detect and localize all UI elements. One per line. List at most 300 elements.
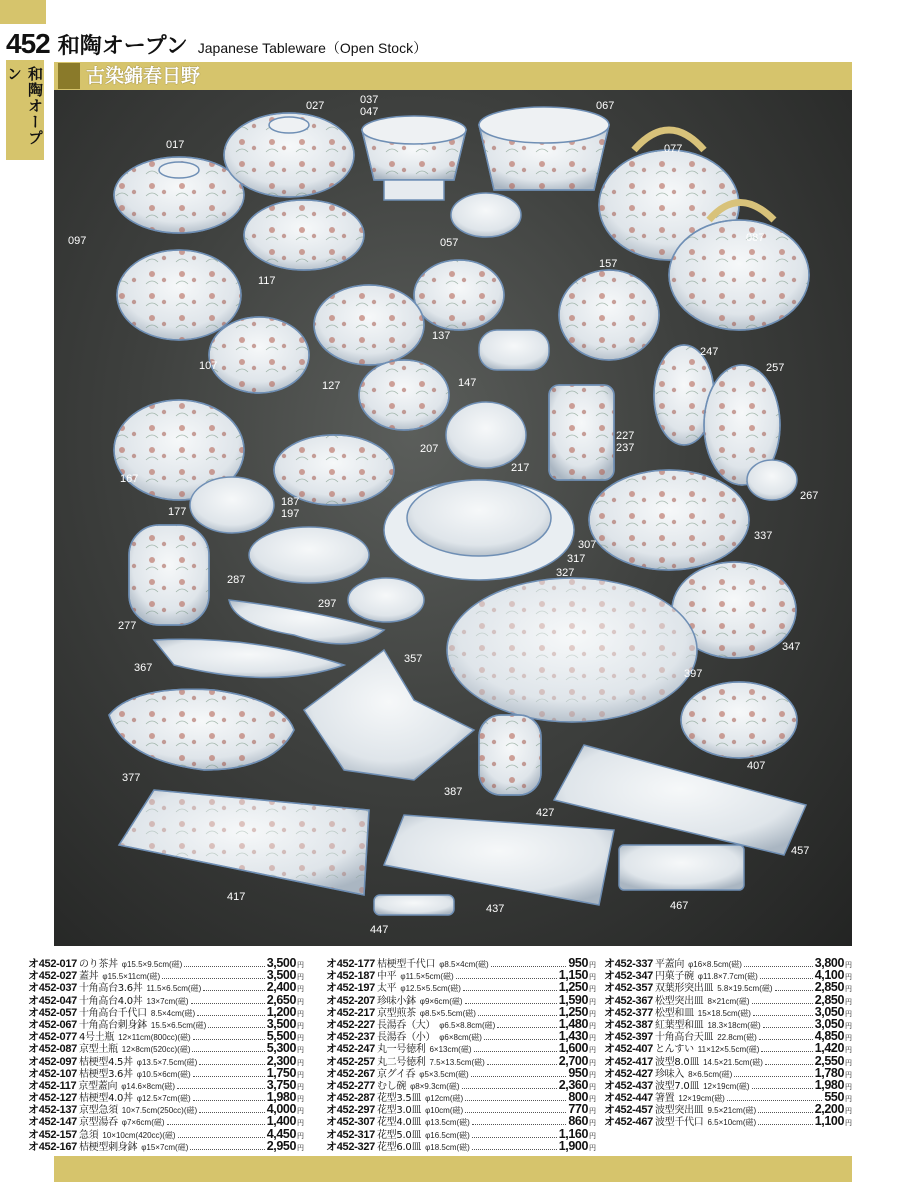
- currency-suffix: 円: [589, 1107, 596, 1116]
- price-row: [326, 955, 596, 970]
- item-size: 12×11cm(800cc)(磁): [118, 1033, 191, 1043]
- leader-dots: [199, 1064, 264, 1065]
- photo-label: 057: [440, 237, 459, 249]
- item-price: 3,500: [266, 968, 296, 983]
- item-name: 京型土瓶: [78, 1044, 118, 1056]
- item-price: 2,400: [266, 980, 296, 995]
- item-price: 2,850: [814, 980, 844, 995]
- currency-suffix: 円: [845, 1119, 852, 1128]
- item-name: 中平: [376, 971, 397, 983]
- item-size: 12×19cm(磁): [703, 1081, 750, 1091]
- photo-label: 037 047: [360, 94, 379, 118]
- item-code: オ452-387: [604, 1018, 653, 1031]
- corner-tab: [0, 0, 46, 24]
- item-name: 花型3.0皿: [376, 1105, 422, 1117]
- currency-suffix: 円: [589, 1143, 596, 1152]
- item-code: オ452-137: [28, 1104, 77, 1117]
- item-name: 波型千代口: [654, 1117, 704, 1129]
- photo-label: 147: [458, 377, 477, 389]
- item-size: φ14.6×8cm(磁): [121, 1081, 176, 1091]
- item-size: φ8×9.3cm(磁): [410, 1081, 460, 1091]
- item-price: 1,750: [266, 1065, 296, 1080]
- currency-suffix: 円: [297, 985, 304, 994]
- photo-label: 247: [700, 346, 719, 358]
- photo-label: 157: [599, 258, 618, 270]
- photo-label: 397: [684, 668, 703, 680]
- item-size: φ6×8cm(磁): [439, 1033, 482, 1043]
- item-size: 13×7cm(磁): [146, 996, 189, 1006]
- item-price: 3,800: [814, 956, 844, 970]
- item-size: φ8.5×5.5cm(磁): [419, 1008, 476, 1018]
- item-name: 花型4.0皿: [376, 1117, 422, 1129]
- item-code: オ452-047: [28, 994, 77, 1007]
- item-code: オ452-347: [604, 970, 653, 983]
- item-name: 松型和皿: [654, 1007, 694, 1019]
- item-name: 桔梗型4.0丼: [78, 1093, 133, 1105]
- photo-label: 087: [746, 232, 765, 244]
- item-name: 丸一号徳利: [376, 1044, 426, 1056]
- item-name: 花型5.0皿: [376, 1129, 422, 1141]
- item-code: オ452-177: [326, 958, 375, 970]
- item-code: オ452-257: [326, 1055, 375, 1068]
- item-price: 1,980: [814, 1077, 844, 1092]
- price-column-1: [28, 955, 304, 1153]
- price-row: [604, 1101, 852, 1117]
- item-code: オ452-447: [604, 1092, 653, 1105]
- item-size: φ6.5×8.8cm(磁): [439, 1020, 496, 1030]
- currency-suffix: 円: [297, 1107, 304, 1116]
- currency-suffix: 円: [589, 985, 596, 994]
- leader-dots: [752, 1003, 813, 1004]
- currency-suffix: 円: [845, 1021, 852, 1030]
- leader-dots: [456, 978, 557, 979]
- currency-suffix: 円: [845, 1095, 852, 1104]
- photo-label: 017: [166, 139, 185, 151]
- leader-dots: [167, 1124, 265, 1125]
- category-title-jp: 和陶オープン: [57, 34, 188, 59]
- price-column-3: [604, 955, 852, 1129]
- item-size: 9.5×21cm(磁): [707, 1106, 757, 1116]
- photo-label: 067: [596, 100, 615, 112]
- photo-label: 457: [791, 845, 810, 857]
- currency-suffix: 円: [845, 961, 852, 969]
- leader-dots: [759, 1039, 813, 1040]
- item-name: 十角高台3.6丼: [78, 983, 143, 995]
- photo-label: 277: [118, 620, 137, 632]
- currency-suffix: 円: [589, 1058, 596, 1067]
- leader-dots: [191, 1003, 265, 1004]
- photo-label: 377: [122, 772, 141, 784]
- item-price: 2,360: [558, 1077, 588, 1092]
- currency-suffix: 円: [297, 1009, 304, 1018]
- currency-suffix: 円: [845, 1082, 852, 1091]
- leader-dots: [497, 1027, 556, 1028]
- currency-suffix: 円: [845, 1034, 852, 1043]
- item-code: オ452-027: [28, 970, 77, 983]
- item-size: φ16.5cm(磁): [425, 1130, 470, 1140]
- price-row: [326, 979, 596, 995]
- photo-label: 117: [258, 275, 276, 287]
- item-price: 3,500: [266, 956, 296, 970]
- item-name: 京型煎茶: [376, 1007, 416, 1019]
- photo-label: 027: [306, 100, 325, 112]
- item-price: 950: [568, 956, 588, 970]
- photo-label: 327: [556, 567, 575, 579]
- item-size: φ12.5×7cm(磁): [136, 1094, 191, 1104]
- item-price: 1,400: [266, 1114, 296, 1129]
- item-name: 十角高台千代口: [78, 1007, 147, 1019]
- currency-suffix: 円: [845, 985, 852, 994]
- item-name: 波型突出皿: [654, 1105, 704, 1117]
- leader-dots: [727, 1100, 822, 1101]
- currency-suffix: 円: [589, 1095, 596, 1104]
- item-code: オ452-367: [604, 994, 653, 1007]
- currency-suffix: 円: [297, 1143, 304, 1152]
- currency-suffix: 円: [589, 1046, 596, 1055]
- currency-suffix: 円: [297, 1058, 304, 1067]
- item-size: 22.8cm(磁): [717, 1033, 757, 1043]
- item-code: オ452-187: [326, 970, 375, 983]
- leader-dots: [763, 1027, 813, 1028]
- leader-dots: [192, 1051, 264, 1052]
- leader-dots: [752, 1088, 813, 1089]
- item-price: 1,780: [814, 1065, 844, 1080]
- leader-dots: [758, 1124, 813, 1125]
- photo-label: 257: [766, 362, 785, 374]
- item-name: のり茶丼: [78, 959, 118, 970]
- item-code: オ452-207: [326, 994, 375, 1007]
- item-name: 双葉形突出皿: [654, 983, 714, 995]
- leader-dots: [193, 1039, 265, 1040]
- item-price: 1,900: [558, 1138, 588, 1153]
- photo-label: 167: [120, 473, 139, 485]
- item-code: オ452-307: [326, 1116, 375, 1129]
- item-name: 松型突出皿: [654, 995, 704, 1007]
- photo-label: 467: [670, 900, 689, 912]
- item-price: 1,480: [558, 1016, 588, 1031]
- photo-label: 207: [420, 443, 439, 455]
- price-row: [326, 1089, 596, 1105]
- item-price: 2,850: [814, 992, 844, 1007]
- currency-suffix: 円: [845, 1046, 852, 1055]
- item-name: 平蓋向: [654, 959, 685, 970]
- item-name: 花型6.0皿: [376, 1141, 422, 1153]
- item-size: φ8.5×4cm(磁): [439, 960, 489, 969]
- photo-label: 077: [664, 143, 683, 155]
- item-code: オ452-147: [28, 1116, 77, 1129]
- item-code: オ452-127: [28, 1092, 77, 1105]
- item-code: オ452-317: [326, 1128, 375, 1141]
- currency-suffix: 円: [845, 1070, 852, 1079]
- photo-label: 127: [322, 380, 341, 392]
- item-name: 珍味入: [654, 1068, 685, 1080]
- currency-suffix: 円: [589, 1021, 596, 1030]
- item-size: φ7×6cm(磁): [121, 1118, 165, 1128]
- leader-dots: [465, 1003, 557, 1004]
- item-code: オ452-087: [28, 1043, 77, 1056]
- currency-suffix: 円: [845, 973, 852, 982]
- photo-label: 447: [370, 924, 389, 936]
- item-price: 860: [568, 1114, 588, 1129]
- photo-label: 227 237: [616, 430, 635, 454]
- currency-suffix: 円: [297, 961, 304, 969]
- item-name: 丸二号徳利: [376, 1056, 426, 1068]
- item-price: 2,200: [814, 1102, 844, 1117]
- item-name: 京型蓋向: [78, 1080, 118, 1092]
- photo-label: 297: [318, 598, 337, 610]
- leader-dots: [753, 1015, 813, 1016]
- photo-label: 437: [486, 903, 505, 915]
- item-code: オ452-467: [604, 1116, 653, 1129]
- leader-dots: [760, 978, 813, 979]
- item-size: 7.5×13.5cm(磁): [429, 1057, 485, 1067]
- currency-suffix: 円: [297, 1131, 304, 1140]
- photo-label: 097: [68, 235, 87, 247]
- item-code: オ452-037: [28, 982, 77, 995]
- item-price: 550: [824, 1090, 844, 1105]
- item-name: 紅葉型和皿: [654, 1019, 704, 1031]
- currency-suffix: 円: [845, 1107, 852, 1116]
- leader-dots: [193, 1076, 265, 1077]
- currency-suffix: 円: [297, 1021, 304, 1030]
- currency-suffix: 円: [589, 1082, 596, 1091]
- item-name: 円菓子碗: [654, 971, 694, 983]
- item-code: オ452-407: [604, 1043, 653, 1056]
- leader-dots: [199, 1112, 265, 1113]
- item-price: 1,430: [558, 1029, 588, 1044]
- item-code: オ452-357: [604, 982, 653, 995]
- item-code: オ452-377: [604, 1006, 653, 1019]
- leader-dots: [758, 1112, 813, 1113]
- item-price: 2,550: [814, 1053, 844, 1068]
- item-name: 京型急須: [78, 1105, 118, 1117]
- item-name: 長湯呑（大）: [376, 1019, 436, 1031]
- item-price: 4,850: [814, 1029, 844, 1044]
- item-price: 1,980: [266, 1090, 296, 1105]
- leader-dots: [162, 978, 265, 979]
- currency-suffix: 円: [845, 997, 852, 1006]
- item-name: 珍味小鉢: [376, 995, 416, 1007]
- item-size: φ10cm(磁): [425, 1106, 464, 1116]
- photo-label: 307: [578, 539, 597, 551]
- item-price: 2,650: [266, 992, 296, 1007]
- photo-label: 187 197: [281, 496, 300, 520]
- item-size: φ12.5×5.5cm(磁): [400, 984, 461, 994]
- currency-suffix: 円: [297, 1046, 304, 1055]
- photo-label: 347: [782, 641, 801, 653]
- leader-dots: [478, 1015, 557, 1016]
- side-index-label: 和陶オープン: [5, 66, 44, 146]
- item-name: 桔梗型千代口: [376, 959, 436, 970]
- item-price: 1,250: [558, 1004, 588, 1019]
- item-price: 5,300: [266, 1041, 296, 1056]
- item-price: 4,450: [266, 1126, 296, 1141]
- leader-dots: [734, 1076, 812, 1077]
- side-index-tab[interactable]: [6, 60, 44, 160]
- item-price: 4,000: [266, 1102, 296, 1117]
- currency-suffix: 円: [589, 1119, 596, 1128]
- item-size: φ15×7cm(磁): [141, 1142, 189, 1152]
- item-size: 6×13cm(磁): [429, 1045, 472, 1055]
- currency-suffix: 円: [297, 1119, 304, 1128]
- item-price: 1,160: [558, 1126, 588, 1141]
- currency-suffix: 円: [589, 997, 596, 1006]
- item-name: 長湯呑（小）: [376, 1032, 436, 1044]
- item-size: φ18.5cm(磁): [425, 1142, 470, 1152]
- item-price: 770: [568, 1102, 588, 1117]
- leader-dots: [484, 1039, 557, 1040]
- item-size: φ9×6cm(磁): [419, 996, 463, 1006]
- photo-label: 317: [567, 553, 586, 565]
- item-name: 京型湯呑: [78, 1117, 118, 1129]
- item-size: φ16×8.5cm(磁): [688, 960, 742, 969]
- currency-suffix: 円: [589, 1009, 596, 1018]
- currency-suffix: 円: [297, 1070, 304, 1079]
- item-size: φ10.5×6cm(磁): [136, 1069, 191, 1079]
- item-price: 2,950: [266, 1138, 296, 1153]
- item-code: オ452-427: [604, 1067, 653, 1080]
- photo-label: 217: [511, 462, 530, 474]
- item-code: オ452-097: [28, 1055, 77, 1068]
- item-code: オ452-437: [604, 1079, 653, 1092]
- currency-suffix: 円: [589, 961, 596, 969]
- item-size: 11×12×5.5cm(磁): [697, 1045, 760, 1055]
- series-title: 古染錦春日野: [86, 65, 201, 87]
- item-code: オ452-077: [28, 1031, 77, 1044]
- leader-dots: [491, 966, 567, 967]
- category-title-en: Japanese Tableware（Open Stock）: [197, 40, 428, 56]
- item-size: 10×7.5cm(250cc)(磁): [121, 1106, 198, 1116]
- item-code: オ452-167: [28, 1140, 77, 1153]
- photo-label: 137: [432, 330, 451, 342]
- leader-dots: [463, 990, 557, 991]
- item-size: φ12cm(磁): [425, 1094, 464, 1104]
- item-code: オ452-157: [28, 1128, 77, 1141]
- currency-suffix: 円: [297, 1082, 304, 1091]
- item-size: 11.5×6.5cm(磁): [146, 984, 202, 994]
- item-code: オ452-017: [28, 958, 77, 970]
- item-price: 1,590: [558, 992, 588, 1007]
- leader-dots: [744, 966, 813, 967]
- series-marker: [58, 63, 80, 89]
- item-name: 桔梗型刺身鉢: [78, 1141, 138, 1153]
- leader-dots: [474, 1051, 557, 1052]
- item-price: 3,500: [266, 1016, 296, 1031]
- photo-label: 387: [444, 786, 463, 798]
- leader-dots: [465, 1100, 566, 1101]
- leader-dots: [462, 1088, 557, 1089]
- leader-dots: [472, 1124, 567, 1125]
- leader-dots: [465, 1112, 566, 1113]
- item-size: 12×19cm(磁): [678, 1094, 725, 1104]
- item-price: 3,050: [814, 1016, 844, 1031]
- currency-suffix: 円: [845, 1009, 852, 1018]
- item-price: 1,100: [814, 1114, 844, 1129]
- price-column-2: [326, 955, 596, 1153]
- item-name: 波型8.0皿: [654, 1056, 700, 1068]
- item-price: 800: [568, 1090, 588, 1105]
- currency-suffix: 円: [589, 1131, 596, 1140]
- photo-label: 107: [199, 360, 218, 372]
- item-code: オ452-117: [28, 1079, 77, 1092]
- item-code: オ452-287: [326, 1092, 375, 1105]
- item-price: 3,750: [266, 1077, 296, 1092]
- item-size: 6.5×10cm(磁): [707, 1118, 757, 1128]
- item-size: 15.5×6.5cm(磁): [150, 1020, 207, 1030]
- leader-dots: [761, 1051, 812, 1052]
- item-name: 波型7.0皿: [654, 1080, 700, 1092]
- price-row: [326, 992, 596, 1007]
- leader-dots: [208, 1027, 264, 1028]
- item-size: φ11.5×5cm(磁): [400, 972, 454, 982]
- item-name: 花型3.5皿: [376, 1093, 422, 1105]
- item-code: オ452-067: [28, 1018, 77, 1031]
- item-size: 8×6.5cm(磁): [688, 1069, 733, 1079]
- item-size: φ5×3.5cm(磁): [419, 1069, 469, 1079]
- item-size: 8×21cm(磁): [707, 996, 750, 1006]
- item-size: φ15.5×11cm(磁): [102, 972, 161, 982]
- photo-label: 357: [404, 653, 423, 665]
- item-name: 京グイ呑: [376, 1068, 416, 1080]
- item-name: 十角高台刺身鉢: [78, 1019, 147, 1031]
- item-size: 8.5×4cm(磁): [150, 1008, 196, 1018]
- photo-label: 427: [536, 807, 555, 819]
- item-name: むし碗: [376, 1080, 407, 1092]
- item-code: オ452-247: [326, 1043, 375, 1056]
- item-code: オ452-217: [326, 1006, 375, 1019]
- item-name: 桔梗型4.5丼: [78, 1056, 133, 1068]
- product-photo: [54, 90, 852, 946]
- item-size: φ13.5cm(磁): [425, 1118, 470, 1128]
- leader-dots: [193, 1100, 265, 1101]
- leader-dots: [775, 990, 813, 991]
- item-size: 15×18.5cm(磁): [697, 1008, 751, 1018]
- item-name: 桔梗型3.6丼: [78, 1068, 133, 1080]
- page-number: 452: [6, 28, 50, 59]
- item-size: 12×8cm(520cc)(磁): [121, 1045, 191, 1055]
- leader-dots: [472, 1149, 557, 1150]
- item-code: オ452-267: [326, 1067, 375, 1080]
- photo-label: 407: [747, 760, 766, 772]
- item-code: オ452-457: [604, 1104, 653, 1117]
- leader-dots: [184, 966, 264, 967]
- currency-suffix: 円: [589, 1070, 596, 1079]
- item-price: 1,250: [558, 980, 588, 995]
- item-code: オ452-107: [28, 1067, 77, 1080]
- item-code: オ452-227: [326, 1018, 375, 1031]
- item-size: 18.3×18cm(磁): [707, 1020, 761, 1030]
- leader-dots: [190, 1149, 264, 1150]
- item-price: 950: [568, 1065, 588, 1080]
- item-price: 1,150: [558, 968, 588, 983]
- item-name: 蓋丼: [78, 971, 99, 983]
- item-code: オ452-417: [604, 1055, 653, 1068]
- item-price: 5,500: [266, 1029, 296, 1044]
- item-name: とんすい: [654, 1044, 694, 1056]
- leader-dots: [471, 1076, 567, 1077]
- item-code: オ452-277: [326, 1079, 375, 1092]
- photo-label: 177: [168, 506, 187, 518]
- item-name: 急須: [78, 1129, 99, 1141]
- photo-label: 267: [800, 490, 819, 502]
- currency-suffix: 円: [297, 1095, 304, 1104]
- item-code: オ452-397: [604, 1031, 653, 1044]
- leader-dots: [765, 1064, 813, 1065]
- item-size: 14.5×21.5cm(磁): [703, 1057, 763, 1067]
- price-row: [604, 955, 852, 970]
- item-price: 1,420: [814, 1041, 844, 1056]
- leader-dots: [203, 990, 264, 991]
